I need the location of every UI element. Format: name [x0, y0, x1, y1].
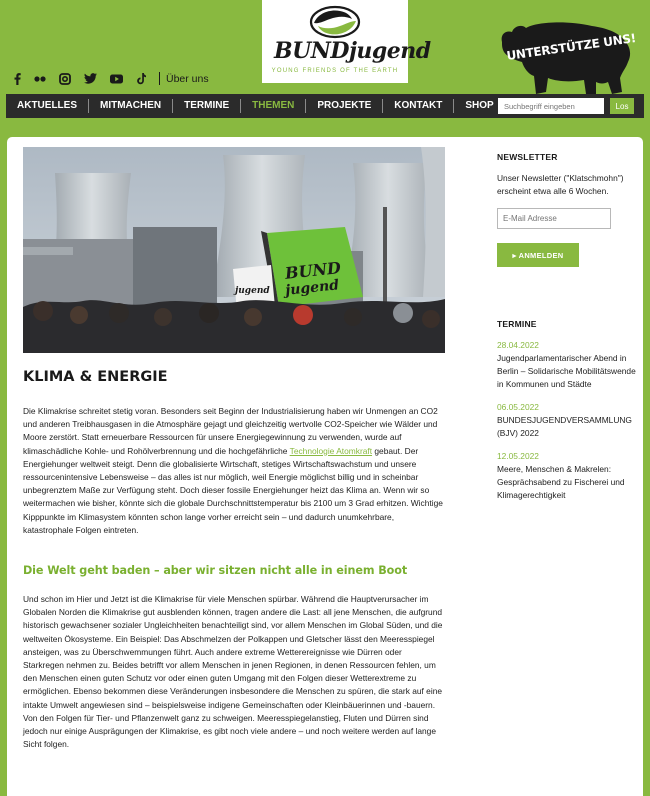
event-date: 12.05.2022 [497, 451, 539, 461]
nav-item-projekte[interactable]: PROJEKTE [306, 99, 383, 113]
nav-item-aktuelles[interactable]: AKTUELLES [6, 99, 89, 113]
event-title[interactable]: Meere, Menschen & Makrelen: Gesprächsabend zu Fischerei und Klimagerechtigkeit [497, 464, 625, 500]
flag-text-jugend: jugend [284, 277, 340, 299]
hands-earth-icon [300, 5, 370, 39]
event-date: 28.04.2022 [497, 340, 539, 350]
event-item[interactable] [497, 340, 637, 391]
about-link[interactable]: Über uns [166, 72, 209, 85]
main-nav [6, 94, 644, 118]
newsletter-text: Unser Newsletter ("Klatschmohn") erscheint etwa alle 6 Wochen. [497, 173, 624, 196]
nav-item-shop[interactable]: SHOP [465, 100, 494, 111]
newsletter-title: NEWSLETTER [497, 152, 558, 162]
facebook-icon[interactable] [14, 73, 21, 85]
youtube-icon[interactable] [110, 74, 123, 84]
subscribe-button[interactable]: ▸ ANMELDEN [497, 243, 579, 267]
social-links [14, 72, 209, 85]
content-panel [7, 137, 643, 796]
event-date: 06.05.2022 [497, 402, 539, 412]
page-title: KLIMA & ENERGIE [23, 369, 168, 385]
event-title[interactable]: BUNDESJUGENDVERSAMMLUNG (BJV) 2022 [497, 415, 632, 438]
search-input[interactable] [498, 98, 604, 114]
logo-text: BUNDjugend [274, 38, 431, 64]
nav-item-termine[interactable]: TERMINE [173, 99, 241, 113]
flickr-icon[interactable] [34, 76, 46, 82]
sign-text: jugend [235, 286, 270, 296]
nav-item-kontakt[interactable]: KONTAKT [383, 99, 454, 113]
event-item[interactable] [497, 451, 637, 502]
event-item[interactable] [497, 402, 637, 440]
termine-title: TERMINE [497, 319, 537, 329]
hero-image [23, 147, 445, 353]
divider [159, 72, 160, 85]
tiktok-icon[interactable] [136, 73, 146, 85]
article [23, 369, 445, 751]
atomkraft-link[interactable]: Technologie Atomkraft [289, 445, 373, 456]
flag-text-bund: BUND [284, 258, 342, 283]
nav-item-mitmachen[interactable]: MITMACHEN [89, 99, 173, 113]
instagram-icon[interactable] [59, 73, 71, 85]
bundjugend-logo[interactable] [262, 0, 431, 83]
article-paragraph-2: Und schon im Hier und Jetzt ist die Klimakrise für viele Menschen spürbar. Während die Hauptverursacher im Globalen Norden die Klimakrise gut ausblenden können, tragen andere die Last: all jene Menschen, die aufgrund historisch gewachsener sozialer Ungleichheiten benachteiligt sind, vor allem Menschen im Global Süden, und die weltweiten Ökosysteme. Ein Beispiel: Das Abschmelzen der Polkappen und Gletscher lässt den Meeresspiegel ansteigen, was zu Überschwemmungen führt. Auch andere extreme Wetterereignisse wie Dürren oder Starkregen nehmen zu. Beides betrifft vor allem Menschen in jenen Regionen, in denen Ressourcen fehlen, um den Menschen einen guten Schutz vor oder einen guten Umgang mit den Folgen dieser Wetterextreme zu ermöglichen. Ebenso bekommen diese Veränderungen insbesondere die Menschen zu spüren, die stark auf eine intakte Umwelt angewiesen sind – beispielsweise indigene Gemeinschaften oder Kleinbäuerinnen und -bauern. Von den Folgen für Tier- und Pflanzenwelt ganz zu schweigen. Meeresspiegelanstieg, Fluten und Dürren sind jedoch nur einige Ausprägungen der Klimakrise, es gibt noch viele andere – und noch weitere werden auf lange Sicht folgen. [23, 594, 443, 750]
twitter-icon[interactable] [84, 73, 97, 84]
section-subtitle: Die Welt geht baden – aber wir sitzen nicht alle in einem Boot [23, 564, 408, 578]
search-button[interactable]: Los [610, 98, 634, 114]
sidebar [497, 152, 637, 502]
event-title[interactable]: Jugendparlamentarischer Abend in Berlin – Solidarische Mobilitätswende in Kommunen und Städte [497, 353, 636, 389]
support-us-label: UNTERSTÜTZE UNS! [505, 30, 637, 64]
email-field[interactable] [497, 208, 611, 229]
logo-tagline: YOUNG FRIENDS OF THE EARTH [271, 68, 399, 74]
paragraph-text: Die Klimakrise schreitet stetig voran. Besonders seit Beginn der Industrialisierung haben wir Unmengen an CO2 und anderen Treibhausgasen in die Atmosphäre gejagt und gleichzeitig wertvolle CO2-Speicher wie Wälder und Moore zerstört. Statt erneuerbare Ressourcen für unsere Energiegewinnung zu verwenden, wurde auf klimaschädliche Kohle- und Rohölverbrennung und die hochgefährliche [23, 406, 438, 456]
paragraph-text: gebaut. Der Energiehunger weltweit steigt. Denn die globalisierte Wirtschaft, stetiges Wirtschaftswachstum und unsere ressourcenintensive Lebensweise – das alles ist nur möglich, weil Energie möglichst billig und in scheinbar unbegrenztem Maße zur Verfügung steht. Doch dieser fossile Energiehunger heizt das Klima an. Wenn wir so weitermachen wie bisher, könnte sich die globale Durchschnittstemperatur bis 2100 um 3 Grad erhitzen. Wichtige Kipppunkte im Klimasystem könnten schon lange vorher erreicht sein – und dadurch unumkehrbare, katastrophale Folgen eintreten. [23, 445, 443, 535]
article-paragraph-1 [23, 405, 445, 537]
nav-item-themen[interactable]: THEMEN [241, 99, 306, 113]
support-us-bear[interactable] [496, 18, 636, 102]
cooling-towers-protest-photo [23, 147, 445, 353]
